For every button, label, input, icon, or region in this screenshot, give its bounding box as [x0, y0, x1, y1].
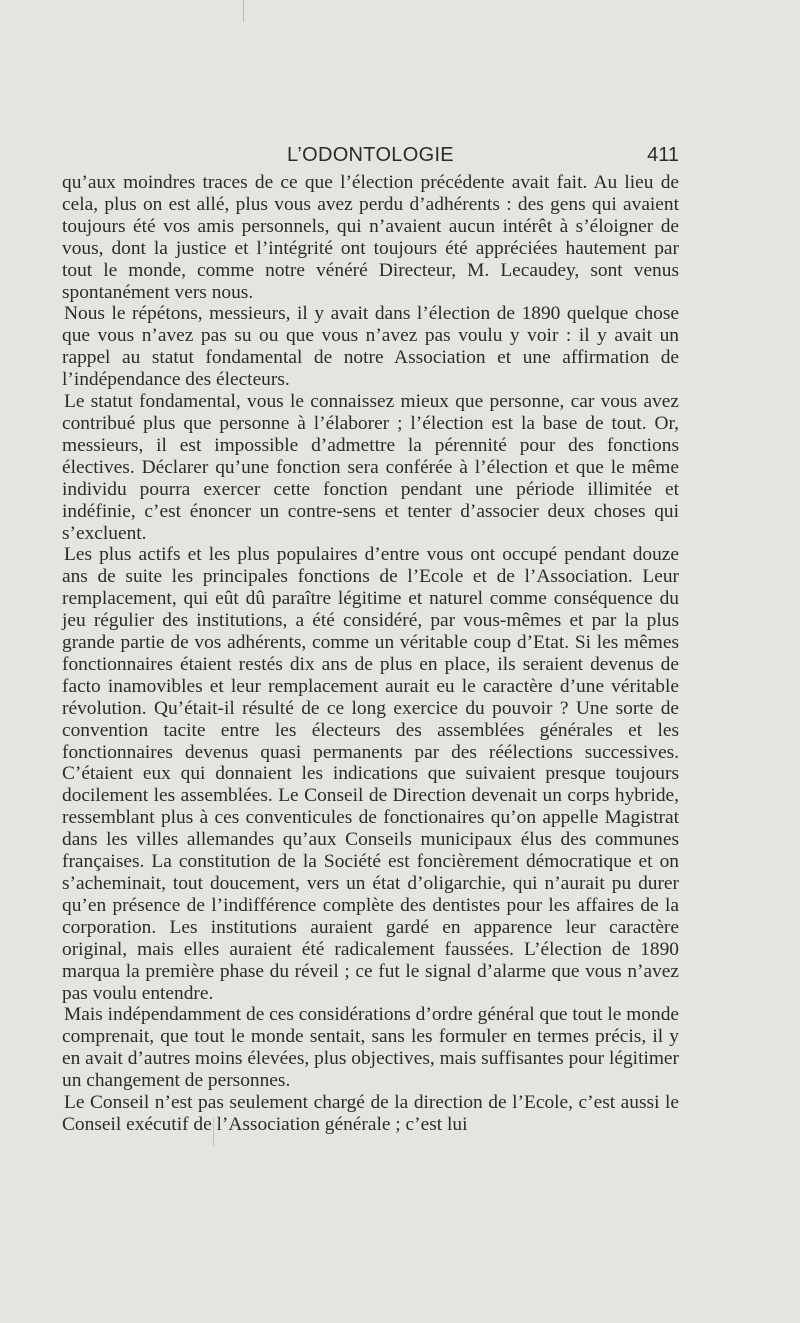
scan-mark	[243, 0, 244, 22]
page-number: 411	[647, 144, 679, 166]
page-header	[62, 144, 679, 172]
body-text	[62, 172, 679, 1136]
running-title: L’ODONTOLOGIE	[287, 144, 454, 166]
paragraph-4: Les plus actifs et les plus populaires d’entre vous ont occupé pendant douze ans de suite les principales fonctions de l’Ecole et de l’Association. Leur remplacement, qui eût dû paraître légitime et naturel comme conséquence du jeu régulier des institutions, a été considéré, par vous-mêmes et par la plus grande partie de vos adhérents, comme un véritable coup d’Etat. Si les mêmes fonctionnaires étaient restés dix ans de plus en place, ils seraient devenus de facto inamovibles et leur remplacement aurait eu le caractère d’une véritable révolution. Qu’était-il résulté de ce long exercice du pouvoir ? Une sorte de convention tacite entre les électeurs des assemblées générales et les fonctionnaires devenus quasi permanents par des réélections successives. C’étaient eux qui donnaient les indications que suivaient presque toujours docilement les assemblées. Le Conseil de Direction devenait un corps hybride, ressemblant plus à ces conventicules de fonctionaires qu’on appelle Magistrat dans les villes allemandes qu’aux Conseils municipaux élus des communes françaises. La constitution de la Société est foncièrement démocratique et on s’acheminait, tout doucement, vers un état d’oligarchie, qui n’aurait pu durer qu’en présence de l’indifférence complète des dentistes pour les affaires de la corporation. Les institutions auraient gardé en apparence leur caractère original, mais elles auraient été radicalement faussées. L’élection de 1890 marqua la première phase du réveil ; ce fut le signal d’alarme que vous n’avez pas voulu entendre.	[62, 544, 679, 1004]
paragraph-1: qu’aux moindres traces de ce que l’élection précédente avait fait. Au lieu de cela, plus on est allé, plus vous avez perdu d’adhérents : des gens qui avaient toujours été vos amis personnels, qui n’avaient aucun intérêt à s’éloigner de vous, dont la justice et l’intégrité ont toujours été appréciées hautement par tout le monde, comme notre vénéré Directeur, M. Lecaudey, sont venus spontanément vers nous.	[62, 172, 679, 303]
paragraph-2: Nous le répétons, messieurs, il y avait dans l’élection de 1890 quelque chose que vous n’avez pas su ou que vous n’avez pas voulu y voir : il y avait un rappel au statut fondamental de notre Association et une affirmation de l’indépendance des électeurs.	[62, 303, 679, 391]
paragraph-3: Le statut fondamental, vous le connaissez mieux que personne, car vous avez contribué plus que personne à l’élaborer ; l’élection est la base de tout. Or, messieurs, il est impossible d’admettre la pérennité pour des fonctions électives. Déclarer qu’une fonction sera conférée à l’élection et que le même individu pourra exercer cette fonction pendant une période illimitée et indéfinie, c’est énoncer un contre-sens et tenter d’associer deux choses qui s’excluent.	[62, 391, 679, 544]
paragraph-6: Le Conseil n’est pas seulement chargé de la direction de l’Ecole, c’est aussi le Conseil exécutif de l’Association générale ; c’est lui	[62, 1092, 679, 1135]
paragraph-5: Mais indépendamment de ces considérations d’ordre général que tout le monde comprenait, que tout le monde sentait, sans les formuler en termes précis, il y en avait d’autres moins élevées, plus objectives, mais suffisantes pour légitimer un changement de personnes.	[62, 1004, 679, 1092]
